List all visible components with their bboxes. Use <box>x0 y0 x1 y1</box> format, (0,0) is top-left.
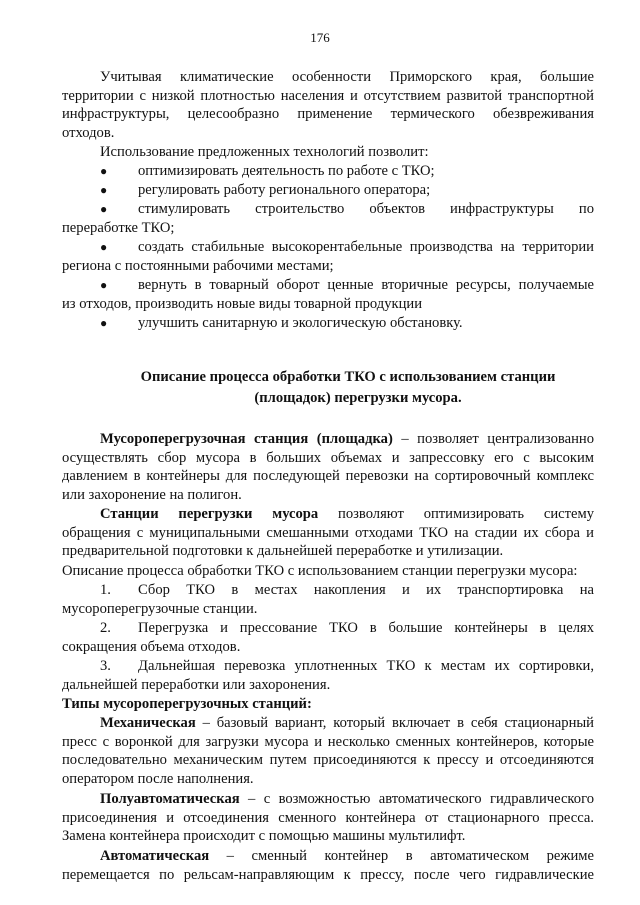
intro-line: территории с низкой плотностью населения и отсутствием развитой транспортной <box>62 87 594 104</box>
item-text: сокращения объема отходов. <box>62 638 241 655</box>
paragraph-line: осуществлять сбор мусора в больших объемах и запрессовку его с высоким <box>62 449 594 466</box>
term: Полуавтоматическая <box>100 791 240 807</box>
item-text: Дальнейшая перевозка уплотненных ТКО к местам их сортировки, <box>138 658 594 674</box>
item-number: 3. <box>100 658 111 674</box>
list-item <box>62 200 594 237</box>
list-item <box>62 181 594 200</box>
paragraph <box>62 430 594 505</box>
paragraph <box>62 714 594 789</box>
paragraph-line: пресс с воронкой для загрузки мусора и несколько сменных контейнеров, которые <box>62 733 594 750</box>
types-heading <box>62 695 594 714</box>
intro-line: Учитывая климатические особенности Приморского края, большие <box>100 69 594 85</box>
item-number: 1. <box>100 582 111 598</box>
term: Мусороперегрузочная станция (площадка) <box>100 431 393 447</box>
paragraph <box>62 847 594 884</box>
page-number: 176 <box>310 30 330 45</box>
list-item <box>62 276 594 313</box>
paragraph-line: Описание процесса обработки ТКО с использованием станции перегрузки мусора: <box>62 563 578 579</box>
paragraph-line: Мусороперегрузочная станция (площадка) – позволяет централизованно <box>100 431 594 447</box>
paragraph <box>62 790 594 846</box>
list-item <box>62 238 594 275</box>
item-text: Сбор ТКО в местах накопления и их транспортировка на <box>138 582 594 598</box>
list-item-text: регулировать работу регионального оператора; <box>138 182 431 198</box>
list-item-text: создать стабильные высокорентабельные производства на территории <box>138 239 594 255</box>
paragraph-line: Станции перегрузки мусора позволяют оптимизировать систему <box>100 506 594 522</box>
list-item-text: стимулировать строительство объектов инфраструктуры по <box>138 201 594 217</box>
paragraph-line: оператором после наполнения. <box>62 771 254 788</box>
bullet-icon: ● <box>100 183 108 197</box>
paragraph <box>62 505 594 561</box>
numbered-item <box>62 619 594 656</box>
list-item-text: переработке ТКО; <box>62 219 175 236</box>
bullet-icon: ● <box>100 240 108 254</box>
paragraph <box>62 562 594 581</box>
intro-paragraph <box>62 68 594 143</box>
list-item <box>62 314 594 333</box>
intro-line: отходов. <box>62 125 115 142</box>
paragraph-line: присоединения и отсоединения сменного контейнера от стационарного пресса. <box>62 809 594 826</box>
bullet-icon: ● <box>100 278 108 292</box>
paragraph-line: обращения с муниципальными смешанными отходами ТКО на стадии их сбора и <box>62 524 594 541</box>
paragraph-line: Замена контейнера происходит с помощью машины мультилифт. <box>62 828 466 845</box>
list-item-text: вернуть в товарный оборот ценные вторичные ресурсы, получаемые <box>138 277 594 293</box>
paragraph-line: последовательно механическим путем присоединяются к прессу и отсоединяются <box>62 752 594 769</box>
paragraph-line: перемещается по рельсам-направляющим к прессу, после чего гидравлические <box>62 866 594 883</box>
numbered-item <box>62 581 594 618</box>
paragraph-line: давлением в контейнеры для последующей перевозки на сортировочный комплекс <box>62 468 594 485</box>
bullet-icon: ● <box>100 202 108 216</box>
paragraph-line: предварительной подготовки к дальнейшей переработке и утилизации. <box>62 543 504 560</box>
list-item <box>62 162 594 181</box>
item-text: Перегрузка и прессование ТКО в большие контейнеры в целях <box>138 620 594 636</box>
list-item-text: улучшить санитарную и экологическую обстановку. <box>138 315 463 331</box>
heading-line: Описание процесса обработки ТКО с использованием станции <box>140 369 556 385</box>
intro-line: инфраструктуры, целесообразно применение термического обезвреживания <box>62 106 594 123</box>
paragraph-line: Полуавтоматическая – с возможностью автоматического гидравлического <box>100 791 594 807</box>
lead-paragraph <box>62 143 594 162</box>
paragraph-line: или захоронение на полигон. <box>62 487 242 504</box>
term: Автоматическая <box>100 848 210 864</box>
heading-line: (площадок) перегрузки мусора. <box>254 390 462 406</box>
term: Станции перегрузки мусора <box>100 506 319 522</box>
term: Механическая <box>100 715 196 731</box>
item-number: 2. <box>100 620 111 636</box>
types-heading-text: Типы мусороперегрузочных станций: <box>62 696 312 712</box>
bullet-icon: ● <box>100 316 108 330</box>
numbered-item <box>62 657 594 694</box>
item-text: мусороперегрузочные станции. <box>62 600 258 617</box>
lead-text: Использование предложенных технологий позволит: <box>100 144 429 160</box>
section-heading <box>62 367 594 409</box>
paragraph-line: Механическая – базовый вариант, который включает в себя стационарный <box>100 715 594 731</box>
list-item-text: региона с постоянными рабочими местами; <box>62 257 334 274</box>
item-text: дальнейшей переработки или захоронения. <box>62 676 331 693</box>
list-item-text: из отходов, производить новые виды товарной продукции <box>62 295 423 312</box>
paragraph-line: Автоматическая – сменный контейнер в автоматическом режиме <box>100 848 594 864</box>
list-item-text: оптимизировать деятельность по работе с ТКО; <box>138 163 435 179</box>
bullet-icon: ● <box>100 164 108 178</box>
